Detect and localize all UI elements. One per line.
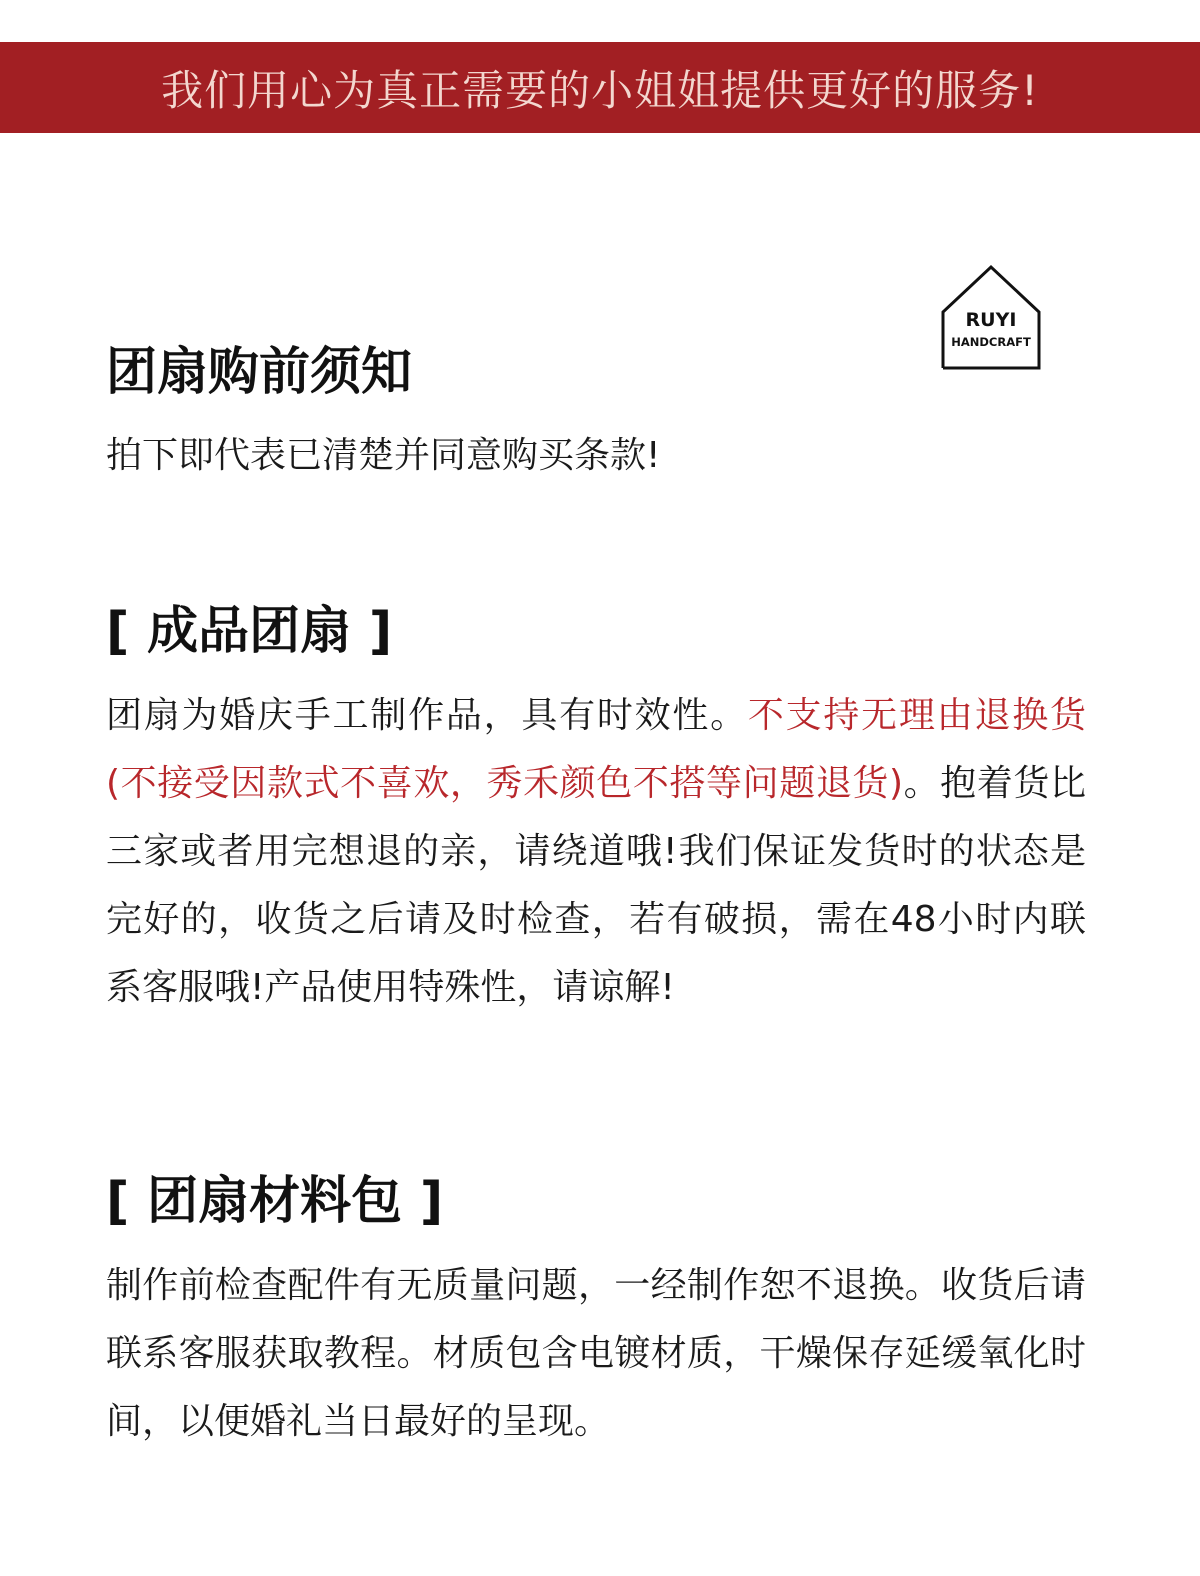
finished-fan-heading — [106, 602, 393, 661]
house-logo-icon — [941, 264, 1041, 370]
ruyi-handcraft-logo — [941, 264, 1041, 370]
logo-line2: HANDCRAFT — [951, 335, 1031, 349]
notice-subtitle: 拍下即代表已清楚并同意购买条款! — [106, 435, 661, 476]
finished-fan-title: 成品团扇 — [147, 602, 352, 661]
finished-fan-text-before: 团扇为婚庆手工制作品，具有时效性。 — [106, 695, 748, 736]
finished-fan-text-after: 。抱着货比三家或者用完想退的亲，请绕道哦!我们保证发货时的状态是完好的，收货之后请及时检查，若有破损，需在48小时内联系客服哦!产品使用特殊性，请谅解! — [106, 763, 1086, 1008]
finished-fan-paragraph — [106, 682, 1086, 1022]
material-kit-title: 团扇材料包 — [147, 1172, 403, 1231]
banner-text: 我们用心为真正需要的小姐姐提供更好的服务! — [161, 65, 1039, 115]
material-kit-paragraph: 制作前检查配件有无质量问题，一经制作恕不退换。收货后请联系客服获取教程。材质包含电镀材质，干燥保存延缓氧化时间，以便婚礼当日最好的呈现。 — [106, 1265, 1086, 1442]
notice-title: 团扇购前须知 — [106, 343, 413, 402]
logo-line1: RUYI — [965, 309, 1017, 331]
top-banner — [0, 42, 1200, 133]
material-kit-bracket-open: [ — [106, 1172, 130, 1231]
material-kit-bracket-close: ] — [419, 1172, 444, 1231]
material-kit-heading — [106, 1172, 444, 1231]
no-return-policy-highlight: 不支持无理由退换货(不接受因款式不喜欢，秀禾颜色不搭等问题退货) — [106, 695, 1086, 804]
finished-fan-bracket-close: ] — [368, 602, 393, 661]
finished-fan-bracket-open: [ — [106, 602, 130, 661]
